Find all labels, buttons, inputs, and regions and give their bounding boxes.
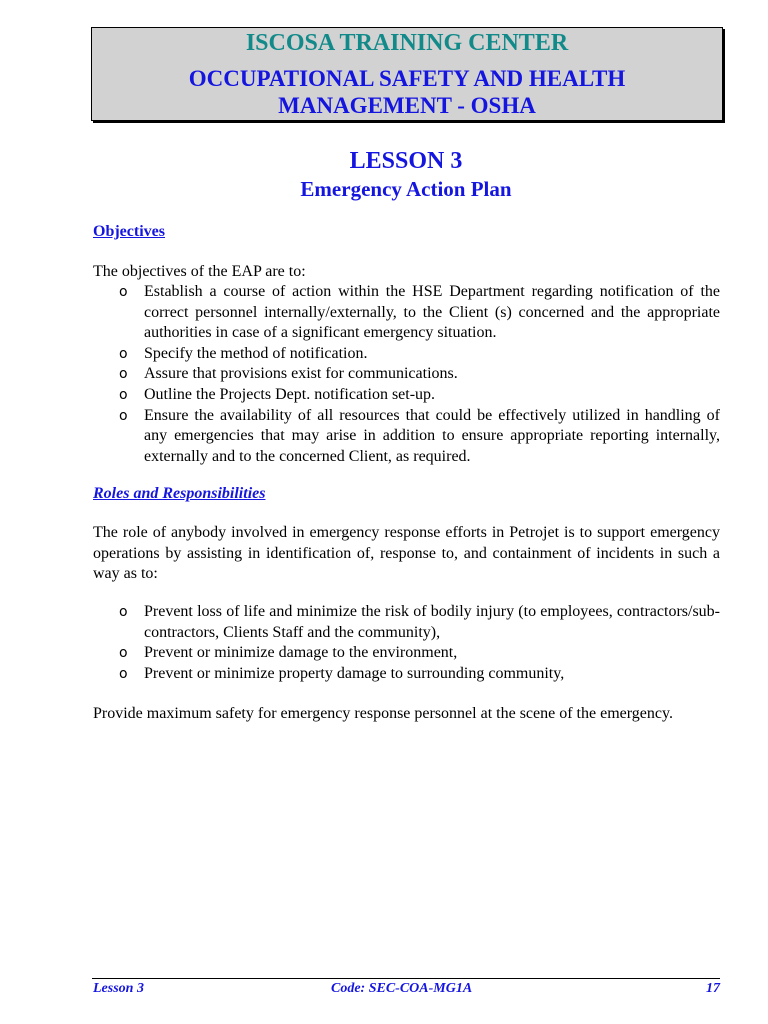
objectives-list [93,282,720,467]
lesson-subtitle: Emergency Action Plan [300,177,512,201]
roles-heading: Roles and Responsibilities [93,485,266,502]
bullet-marker: o [119,645,128,662]
page-number: 17 [706,981,720,996]
bullet-marker: o [119,407,128,424]
footer-code: Code: SEC-COA-MG1A [331,981,473,996]
list-item: o Outline the Projects Dept. notification set-up. [93,385,720,406]
lesson-title: LESSON 3 [349,148,463,174]
list-item: o Specify the method of notification. [93,344,720,365]
list-item: o Establish a course of action within the HSE Department regarding notification of the correct personnel internally/externally, to the Client (s) concerned and the appropriate authorities in case of a significant emergency situation. [119,283,720,342]
bullet-marker: o [119,665,128,682]
header-box [91,27,723,121]
bullet-marker: o [119,366,128,383]
organization-name: ISCOSA TRAINING CENTER [245,30,569,56]
list-item: o Assure that provisions exist for communications. [93,364,720,385]
list-item: o Prevent or minimize property damage to surrounding community, [93,664,720,685]
bullet-marker: o [119,284,128,300]
list-item: o Prevent or minimize damage to the environment, [93,643,720,664]
objectives-heading: Objectives [93,223,165,240]
roles-closing: Provide maximum safety for emergency response personnel at the scene of the emergency. [93,705,673,722]
bullet-marker: o [119,604,128,620]
bullet-marker: o [119,345,128,362]
course-title-line-1: OCCUPATIONAL SAFETY AND HEALTH [188,66,626,91]
list-item: o Ensure the availability of all resources that could be effectively utilized in handling of any emergencies that may arise in addition to ensure appropriate reporting internally, externally and to the concerned Client, as required. [119,406,720,465]
objectives-intro: The objectives of the EAP are to: [93,263,306,280]
roles-intro: The role of anybody involved in emergency response efforts in Petrojet is to support emergency operations by assisting in identification of, response to, and containment of incidents in such a way as to: [93,524,720,583]
bullet-marker: o [119,386,128,403]
course-title [92,65,722,119]
course-title-line-2: MANAGEMENT - OSHA [278,93,536,118]
footer-divider [92,978,720,979]
list-item: o Prevent loss of life and minimize the risk of bodily injury (to employees, contractors/sub-contractors, Clients Staff and the community), [119,603,720,641]
footer-lesson: Lesson 3 [93,981,144,996]
roles-list [93,602,720,684]
